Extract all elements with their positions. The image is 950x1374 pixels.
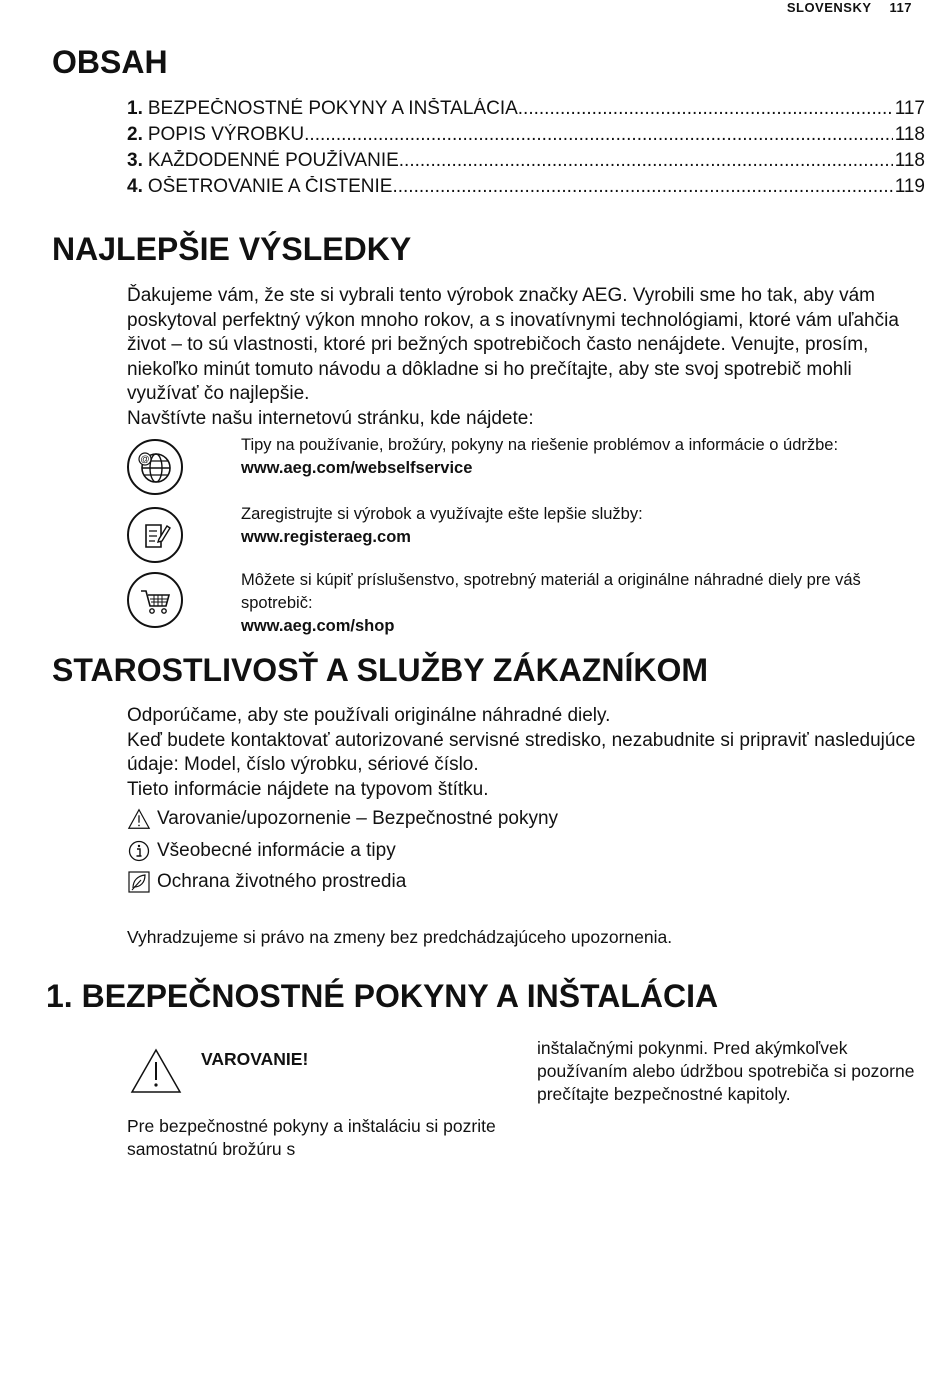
svg-text:@: @ [140,454,150,464]
toc-item-label: POPIS VÝROBKU [147,124,305,145]
shop-link[interactable]: www.aeg.com/shop [241,617,395,635]
webselfservice-link[interactable]: www.aeg.com/webselfservice [241,459,473,477]
legend-label: Všeobecné informácie a tipy [157,840,396,861]
warning-triangle-icon [130,1048,182,1094]
toc-leader-dots [392,176,892,198]
warning-icon [127,807,151,831]
care-line: Odporúčame, aby ste používali originálne náhradné diely. [127,705,611,726]
service-description: Zaregistrujte si výrobok a využívajte ešte lepšie služby: [241,505,643,523]
toc-leader-dots [518,98,893,120]
safety-section-title: 1. BEZPEČNOSTNÉ POKYNY A INŠTALÁCIA [46,978,719,1014]
legend-label: Varovanie/upozornenie – Bezpečnostné pokyny [157,808,559,829]
toc-leader-dots [304,124,893,146]
service-description: Môžete si kúpiť príslušenstvo, spotrebný materiál a originálne náhradné diely pre váš spotrebič: [241,571,861,612]
toc-item-label: KAŽDODENNÉ POUŽÍVANIE [147,150,399,171]
toc-item-page: 118 [894,150,925,171]
legend-label: Ochrana životného prostredia [157,871,407,892]
safety-paragraph: inštalačnými pokynmi. Pred akýmkoľvek používaním alebo údržbou spotrebiča si pozorne prečítajte bezpečnostné kapitoly. [537,1038,915,1104]
toc-item-page: 117 [894,98,925,119]
safety-text-right [537,1037,917,1106]
safety-paragraph: Pre bezpečnostné pokyny a inštaláciu si pozrite samostatnú brožúru s [127,1116,496,1159]
safety-text-left [127,1115,507,1161]
info-icon [127,839,151,863]
customer-care-title: STAROSTLIVOSŤ A SLUŽBY ZÁKAZNÍKOM [52,652,708,688]
toc-item-label: BEZPEČNOSTNÉ POKYNY A INŠTALÁCIA [147,98,518,119]
toc-item-page: 119 [894,176,925,197]
best-results-title: NAJLEPŠIE VÝSLEDKY [52,231,412,267]
toc-title: OBSAH [52,44,168,80]
register-icon [127,507,183,563]
header-language: SLOVENSKY [786,0,872,15]
visit-website-text: Navštívte našu internetovú stránku, kde nájdete: [127,407,534,429]
toc-item-label: OŠETROVANIE A ČISTENIE [147,176,393,197]
toc-item-number: 1. [127,98,143,119]
reserve-rights-text: Vyhradzujeme si právo na zmeny bez predchádzajúceho upozornenia. [127,927,673,947]
care-line: Keď budete kontaktovať autorizované servisné stredisko, nezabudnite si pripraviť nasledujúce údaje: Model, číslo výrobku, sériové číslo. [127,729,916,775]
care-line: Tieto informácie nájdete na typovom štítku. [127,778,489,800]
leaf-icon [127,870,151,894]
toc-item-number: 2. [127,124,143,145]
warning-label: VAROVANIE! [201,1049,309,1069]
toc-item[interactable] [127,124,925,150]
toc-item-page: 118 [894,124,925,145]
best-results-intro [127,284,917,431]
page-header [787,0,912,15]
register-link[interactable]: www.registeraeg.com [241,528,411,546]
legend-warning [127,807,558,831]
legend-environment [127,870,406,894]
legend-info [127,839,396,863]
toc-item[interactable] [127,150,925,176]
toc-item-number: 4. [127,176,143,197]
toc-item[interactable] [127,176,925,202]
table-of-contents [127,98,925,202]
service-description: Tipy na používanie, brožúry, pokyny na riešenie problémov a informácie o údržbe: [241,436,839,454]
customer-care-text [127,704,927,802]
toc-item-number: 3. [127,150,143,171]
globe-icon [127,439,183,495]
toc-leader-dots [399,150,893,172]
toc-item[interactable] [127,98,925,124]
header-page-number: 117 [889,0,912,15]
shopping-cart-icon [127,572,183,628]
intro-paragraph: Ďakujeme vám, že ste si vybrali tento výrobok značky AEG. Vyrobili sme ho tak, aby vám poskytoval perfektný výkon mnoho rokov, a s inovatívnymi technológiami, ktoré vám uľahčia život – to sú vlastnosti, ktoré pri bežných spotrebičoch často nenájdete. Venujte, prosím, niekoľko minút tomuto návodu a dôkladne si ho prečítajte, aby ste svoj spotrebič mohli využívať čo najlepšie. [127,285,899,404]
